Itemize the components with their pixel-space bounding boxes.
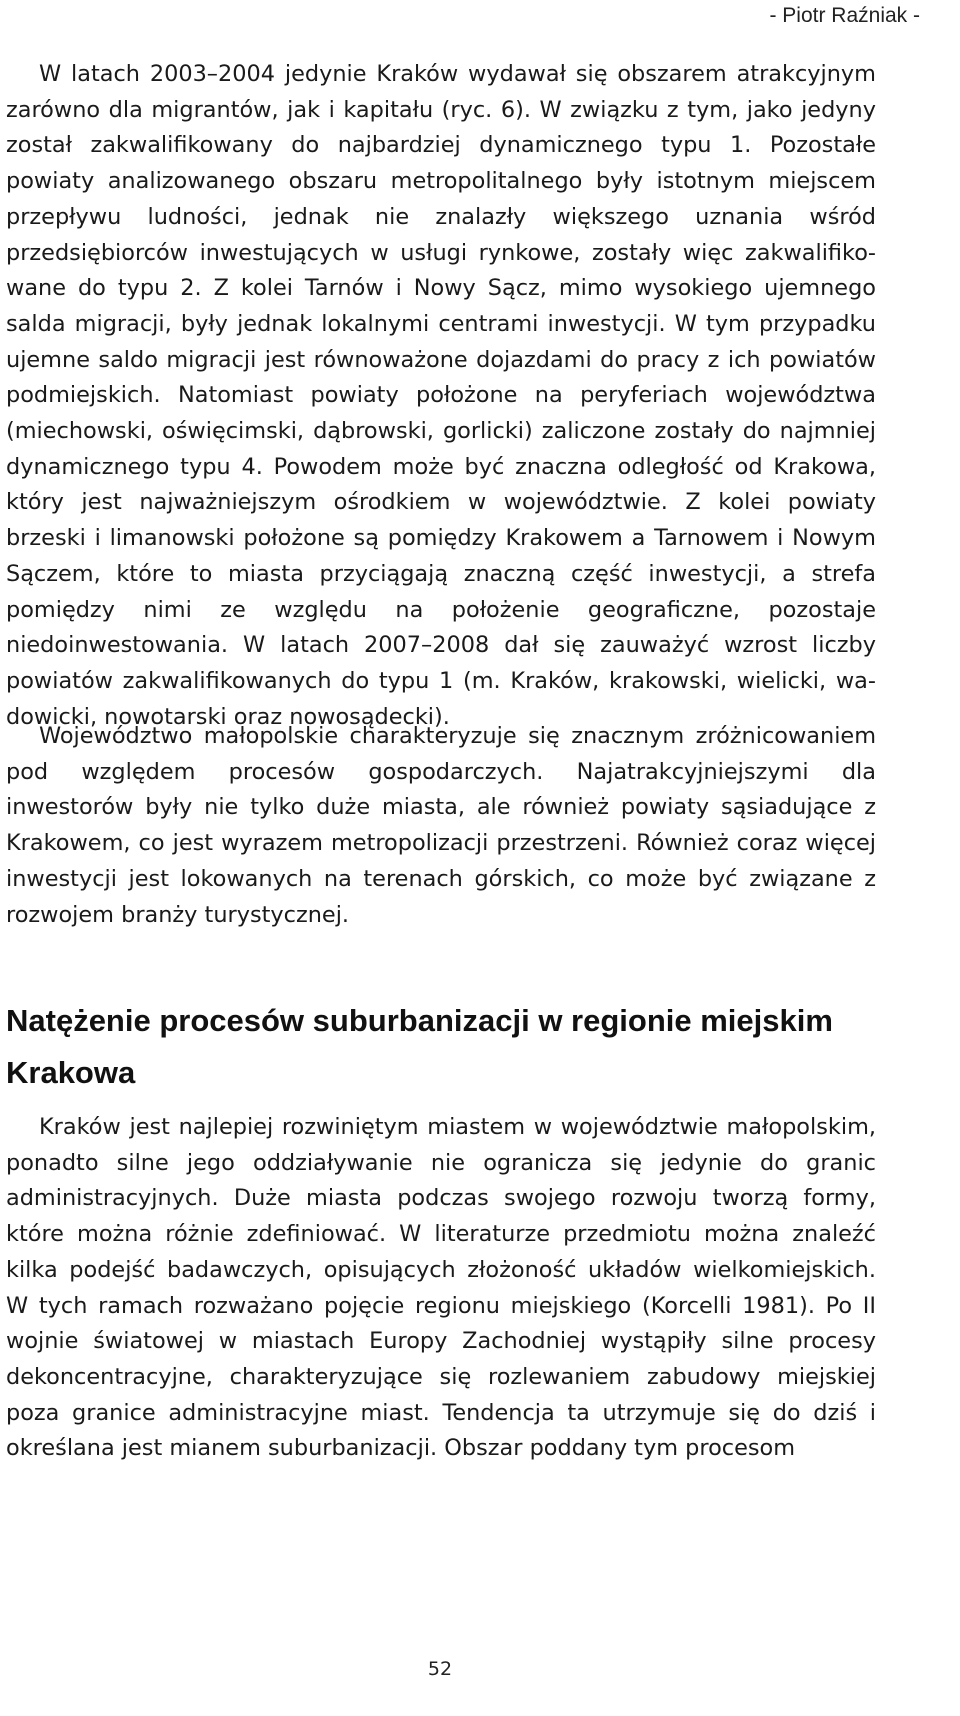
body-paragraph-3: Kraków jest najlepiej rozwiniętym miastem w województwie małopolskim, ponadto silne jego oddziaływanie nie ogranicza się jedynie do granic administracyjnych. Duże miasta podczas swojego rozwoju tworzą formy, które można różnie zdefiniować. W literaturze przedmiotu można znaleźć kilka podejść badawczych, opisujących złożoność układów wielkomiejskich. W tych ramach rozważano pojęcie regionu miejskiego (Korcelli 1981). Po II wojnie światowej w miastach Europy Zachodniej wystąpiły silne procesy dekoncentracyjne, charakteryzujące się rozlewaniem zabudowy miejskiej poza granice administracyjne miast. Tendencja ta utrzymuje się do dziś i określana jest mianem suburbanizacji. Obszar poddany tym procesom [6,1114,876,1462]
body-paragraph-2: Województwo małopolskie charakteryzuje się znacznym zróżnicowaniem pod względem procesów gospodarczych. Najatrakcyjniejszymi dla inwestorów były nie tylko duże miasta, ale również powiaty sąsiadujące z Krakowem, co jest wyrazem metropolizacji przestrzeni. Również coraz więcej inwestycji jest lokowanych na terenach górskich, co może być związane z rozwojem branży turystycznej. [6,723,876,928]
section-heading: Natężenie procesów suburbanizacji w regionie miejskim Krakowa [6,1003,833,1090]
page-number: 52 [427,1658,453,1680]
running-header: - Piotr Raźniak - [769,4,920,27]
body-paragraph-1: W latach 2003–2004 jedynie Kraków wydawał się obszarem atrakcyjnym zarówno dla migrantów, jak i kapitału (ryc. 6). W związku z tym, jako jedyny został zakwalifikowany do najbardziej dynamicznego typu 1. Pozostałe powiaty analizowanego obszaru metropolitalnego były istotnym miejscem przepływu ludności, jednak nie znalazły większego uznania wśród przedsiębiorców inwestujących w usługi rynkowe, zostały więc zakwalifikowane do typu 2. Z kolei Tarnów i Nowy Sącz, mimo wysokiego ujemnego salda migracji, były jednak lokalnymi centrami inwestycji. W tym przypadku ujemne saldo migracji jest równoważone dojazdami do pracy z ich powiatów podmiejskich. Natomiast powiaty położone na peryferiach województwa (miechowski, oświęcimski, dąbrowski, gorlicki) zaliczone zostały do najmniej dynamicznego typu 4. Powodem może być znaczna odległość od Krakowa, który jest najważniejszym ośrodkiem w województwie. Z kolei powiaty brzeski i limanowski położone są pomiędzy Krakowem a Tarnowem i Nowym Sączem, które to miasta przyciągają znaczną część inwestycji, a strefa pomiędzy nimi ze względu na położenie geograficzne, pozostaje niedoinwestowania. W latach 2007–2008 dał się zauważyć wzrost liczby powiatów zakwalifikowanych do typu 1 (m. Kraków, krakowski, wielicki, wadowicki, nowotarski oraz nowosądecki). [6,61,876,730]
